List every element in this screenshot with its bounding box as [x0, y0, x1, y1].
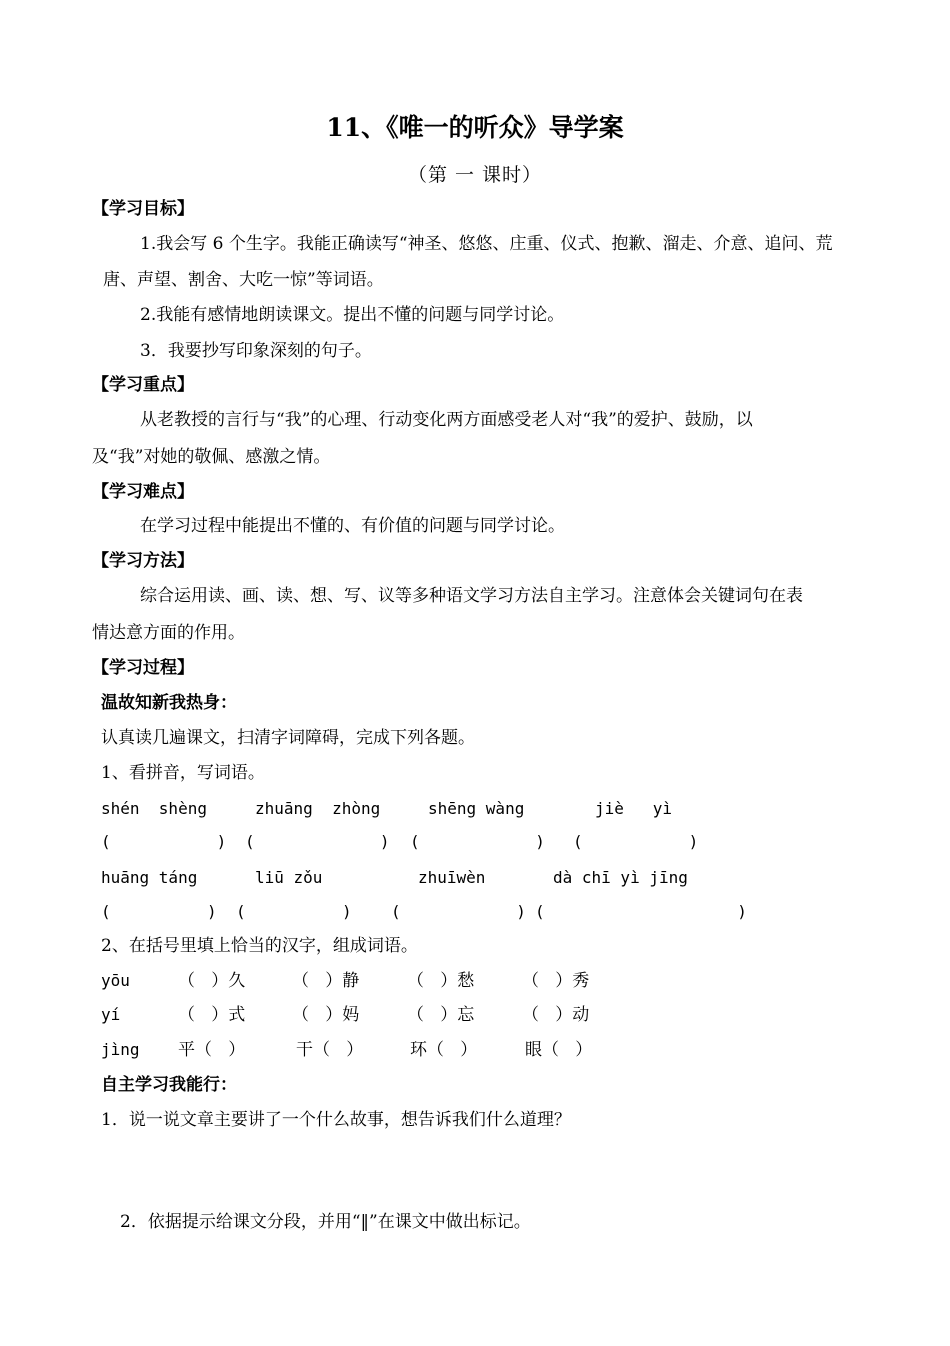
char-row-label: yí [101, 1005, 121, 1024]
goal-item-1a: 1.我会写 6 个生字。我能正确读写“神圣、悠悠、庄重、仪式、抱歉、溜走、介意、追问、荒 [140, 234, 833, 254]
page-subtitle: （第 一 课时） [407, 164, 543, 186]
answer-blank[interactable]: ( ) [236, 902, 352, 921]
question-1: 1、看拼音，写词语。 [101, 763, 265, 783]
char-row-label: jìng [101, 1040, 140, 1059]
difficulties-heading: 【学习难点】 [92, 482, 194, 502]
pinyin-item: jiè yì [595, 799, 673, 818]
char-row-label: yōu [101, 971, 130, 990]
answer-blank[interactable]: ( ) [573, 832, 699, 851]
page-title: 11、《唯一的听众》导学案 [326, 113, 624, 142]
char-fill-item[interactable]: （ ）愁 [407, 971, 475, 991]
answer-blank[interactable]: ( ) [101, 832, 227, 851]
char-fill-item[interactable]: （ ）忘 [407, 1005, 475, 1025]
char-fill-item[interactable]: （ ）久 [178, 971, 246, 991]
answer-blank[interactable]: ( ) [410, 832, 545, 851]
char-fill-item[interactable]: （ ）动 [522, 1005, 590, 1025]
char-fill-item[interactable]: （ ）式 [178, 1005, 246, 1025]
question-2: 2、在括号里填上恰当的汉字，组成词语。 [101, 936, 418, 956]
self-study-question-1: 1．说一说文章主要讲了一个什么故事，想告诉我们什么道理？ [101, 1110, 571, 1130]
char-fill-item[interactable]: （ ）秀 [522, 971, 590, 991]
pinyin-item: shén shèng [101, 799, 207, 818]
answer-blank[interactable]: ( ) [245, 832, 390, 851]
goal-item-2: 2.我能有感情地朗读课文。提出不懂的问题与同学讨论。 [140, 305, 565, 325]
char-fill-item[interactable]: （ ）静 [292, 971, 360, 991]
char-fill-item[interactable]: 环（ ） [410, 1040, 478, 1060]
pinyin-item: shēng wàng [428, 799, 525, 818]
pinyin-item: zhuīwèn [418, 868, 486, 887]
warmup-heading: 温故知新我热身： [101, 693, 237, 713]
methods-line-2: 情达意方面的作用。 [92, 623, 245, 643]
goal-item-3: 3．我要抄写印象深刻的句子。 [140, 341, 372, 361]
goals-heading: 【学习目标】 [92, 199, 194, 219]
pinyin-item: huāng táng [101, 868, 198, 887]
self-study-question-2: 2．依据提示给课文分段，并用“‖”在课文中做出标记。 [120, 1212, 531, 1232]
process-heading: 【学习过程】 [92, 658, 194, 678]
answer-blank[interactable]: ( ) [391, 902, 526, 921]
methods-line-1: 综合运用读、画、读、想、写、议等多种语文学习方法自主学习。注意体会关键词句在表 [140, 586, 803, 606]
pinyin-item: liū zǒu [255, 868, 323, 887]
warmup-intro: 认真读几遍课文，扫清字词障碍，完成下列各题。 [101, 728, 475, 748]
pinyin-item: zhuāng zhòng [255, 799, 381, 818]
pinyin-item: dà chī yì jīng [553, 868, 688, 887]
goal-item-1b: 唐、声望、割舍、大吃一惊”等词语。 [103, 270, 384, 290]
methods-heading: 【学习方法】 [92, 551, 194, 571]
self-study-heading: 自主学习我能行： [101, 1075, 237, 1095]
key-points-line-2: 及“我”对她的敬佩、感激之情。 [92, 447, 331, 467]
difficulties-line-1: 在学习过程中能提出不懂的、有价值的问题与同学讨论。 [140, 516, 565, 536]
answer-blank[interactable]: ( ) [101, 902, 217, 921]
char-fill-item[interactable]: 干（ ） [296, 1040, 364, 1060]
key-points-line-1: 从老教授的言行与“我”的心理、行动变化两方面感受老人对“我”的爱护、鼓励，以 [140, 410, 753, 430]
key-points-heading: 【学习重点】 [92, 375, 194, 395]
char-fill-item[interactable]: 平（ ） [178, 1040, 246, 1060]
char-fill-item[interactable]: （ ）妈 [292, 1005, 360, 1025]
char-fill-item[interactable]: 眼（ ） [525, 1040, 593, 1060]
answer-blank[interactable]: ( ) [535, 902, 747, 921]
